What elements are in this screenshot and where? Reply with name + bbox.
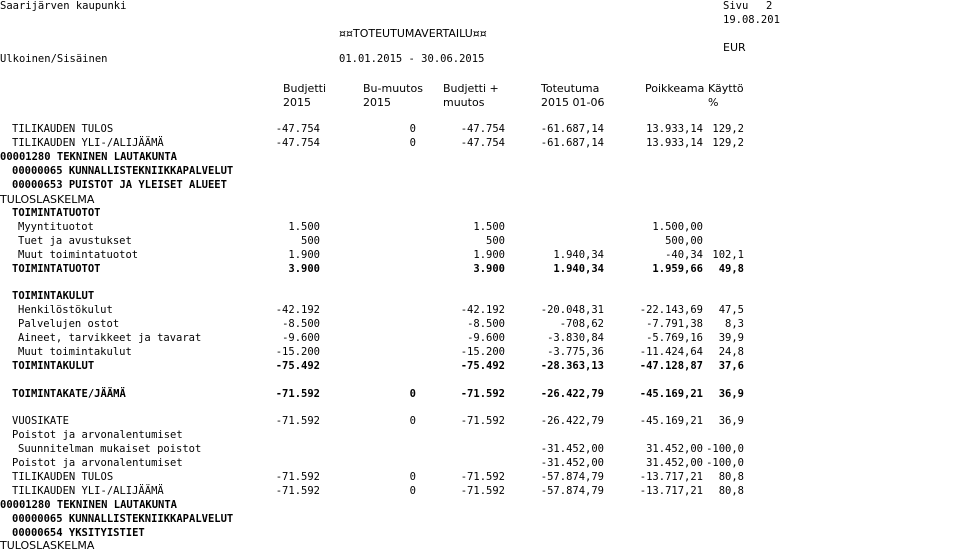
cell-budjetti: -71.592 [275,415,320,427]
cell-kaytto: 129,2 [712,137,744,149]
cell-budjetti-plus: -8.500 [467,318,505,330]
cell-poikkeama: -13.717,21 [639,485,703,497]
col-toteutuma-l2: 2015 01-06 [541,96,605,109]
row-label: TULOSLASKELMA [0,193,95,206]
cell-poikkeama: 1.959,66 [652,263,703,275]
cell-budjetti: 500 [301,235,320,247]
cell-budjetti: -71.592 [275,485,320,497]
cell-toteutuma: -57.874,79 [540,471,604,483]
cell-toteutuma: -3.830,84 [547,332,604,344]
cell-budjetti: -71.592 [275,388,320,400]
cell-poikkeama: 31.452,00 [646,457,703,469]
row-label: TILIKAUDEN YLI-/ALIJÄÄMÄ [12,485,164,497]
cell-budjetti-plus: -15.200 [460,346,505,358]
cell-bu-muutos: 0 [409,415,416,427]
row-label: Poistot ja arvonalentumiset [12,429,183,441]
cell-kaytto: 37,6 [718,360,744,372]
cell-budjetti-plus: 3.900 [473,263,505,275]
row-label: Aineet, tarvikkeet ja tavarat [18,332,202,344]
row-label: VUOSIKATE [12,415,69,427]
cell-toteutuma: -20.048,31 [540,304,604,316]
cell-poikkeama: -11.424,64 [639,346,703,358]
row-label: Henkilöstökulut [18,304,113,316]
org-name: Saarijärven kaupunki [0,0,127,12]
cell-budjetti-plus: 500 [486,235,505,247]
cell-kaytto: 24,8 [718,346,744,358]
cell-kaytto: 36,9 [718,388,744,400]
row-label: TILIKAUDEN TULOS [12,123,114,135]
cell-toteutuma: -708,62 [559,318,604,330]
row-label: TOIMINTAKULUT [12,290,95,302]
col-bu-muutos-l1: Bu-muutos [363,82,423,95]
cell-budjetti: -42.192 [275,304,320,316]
cell-kaytto: 49,8 [718,263,744,275]
cell-kaytto: 36,9 [718,415,744,427]
cell-poikkeama: 31.452,00 [646,443,703,455]
cell-toteutuma: -61.687,14 [540,137,604,149]
cell-kaytto: 39,9 [718,332,744,344]
col-kaytto-l2: % [708,96,719,109]
cell-budjetti: -47.754 [275,137,320,149]
cell-kaytto: -100,0 [706,457,744,469]
cell-budjetti-plus: -47.754 [460,123,505,135]
col-budjetti-l2: 2015 [283,96,311,109]
cell-toteutuma: -26.422,79 [540,388,604,400]
cell-poikkeama: -5.769,16 [646,332,703,344]
cell-kaytto: 8,3 [725,318,744,330]
cell-budjetti-plus: 1.900 [473,249,505,261]
row-label: Muut toimintakulut [18,346,132,358]
col-budjetti-plus-l2: muutos [443,96,485,109]
cell-poikkeama: -47.128,87 [639,360,703,372]
row-label: TOIMINTATUOTOT [12,263,101,275]
cell-poikkeama: -45.169,21 [639,388,703,400]
cell-bu-muutos: 0 [409,137,416,149]
cell-budjetti: -71.592 [275,471,320,483]
row-label: 00000065 KUNNALLISTEKNIIKKAPALVELUT [12,165,234,177]
row-label: 00000653 PUISTOT JA YLEISET ALUEET [12,179,227,191]
cell-bu-muutos: 0 [409,123,416,135]
row-label: Myyntituotot [18,221,94,233]
row-label: TILIKAUDEN YLI-/ALIJÄÄMÄ [12,137,164,149]
cell-budjetti: -15.200 [275,346,320,358]
cell-budjetti-plus: -71.592 [460,415,505,427]
cell-budjetti-plus: -71.592 [460,485,505,497]
row-label: Suunnitelman mukaiset poistot [18,443,202,455]
cell-poikkeama: 13.933,14 [646,123,703,135]
col-kaytto-l1: Käyttö [708,82,744,95]
cell-kaytto: 80,8 [718,485,744,497]
cell-kaytto: 47,5 [718,304,744,316]
cell-poikkeama: -7.791,38 [646,318,703,330]
report-title: ¤¤TOTEUTUMAVERTAILU¤¤ [339,27,487,40]
cell-poikkeama: -13.717,21 [639,471,703,483]
cell-kaytto: 80,8 [718,471,744,483]
row-label: Palvelujen ostot [18,318,120,330]
cell-bu-muutos: 0 [409,471,416,483]
cell-toteutuma: -61.687,14 [540,123,604,135]
cell-budjetti: 1.900 [288,249,320,261]
row-label: TOIMINTATUOTOT [12,207,101,219]
cell-budjetti: -8.500 [282,318,320,330]
cell-budjetti: -47.754 [275,123,320,135]
cell-budjetti-plus: -47.754 [460,137,505,149]
cell-budjetti-plus: -9.600 [467,332,505,344]
cell-poikkeama: 500,00 [665,235,703,247]
currency-label: EUR [723,41,746,54]
col-toteutuma-l1: Toteutuma [541,82,600,95]
cell-toteutuma: 1.940,34 [553,263,604,275]
cell-poikkeama: 13.933,14 [646,137,703,149]
cell-toteutuma: -57.874,79 [540,485,604,497]
cell-toteutuma: -28.363,13 [540,360,604,372]
row-label: TILIKAUDEN TULOS [12,471,114,483]
cell-toteutuma: 1.940,34 [553,249,604,261]
col-budjetti-l1: Budjetti [283,82,327,95]
cell-budjetti: 1.500 [288,221,320,233]
cell-toteutuma: -31.452,00 [540,443,604,455]
page-label: Sivu [723,0,749,12]
cell-poikkeama: -45.169,21 [639,415,703,427]
cell-toteutuma: -26.422,79 [540,415,604,427]
cell-toteutuma: -31.452,00 [540,457,604,469]
scope-label: Ulkoinen/Sisäinen [0,53,108,65]
row-label: 00000654 YKSITYISTIET [12,527,145,539]
cell-kaytto: 102,1 [712,249,744,261]
cell-poikkeama: -22.143,69 [639,304,703,316]
col-bu-muutos-l2: 2015 [363,96,391,109]
cell-budjetti-plus: -71.592 [460,471,505,483]
cell-kaytto: -100,0 [706,443,744,455]
cell-bu-muutos: 0 [409,388,416,400]
row-label: TULOSLASKELMA [0,539,95,552]
col-poikkeama-l1: Poikkeama [645,82,705,95]
period-label: 01.01.2015 - 30.06.2015 [339,53,485,65]
cell-budjetti-plus: 1.500 [473,221,505,233]
row-label: 00001280 TEKNINEN LAUTAKUNTA [0,151,178,163]
row-label: 00000065 KUNNALLISTEKNIIKKAPALVELUT [12,513,234,525]
cell-poikkeama: 1.500,00 [652,221,703,233]
cell-budjetti: -75.492 [275,360,320,372]
row-label: Tuet ja avustukset [18,235,132,247]
cell-budjetti-plus: -75.492 [460,360,505,372]
page-number: 2 [766,0,773,12]
cell-budjetti: 3.900 [288,263,320,275]
cell-budjetti-plus: -42.192 [460,304,505,316]
col-budjetti-plus-l1: Budjetti + [443,82,499,95]
cell-bu-muutos: 0 [409,485,416,497]
cell-poikkeama: -40,34 [665,249,703,261]
row-label: Muut toimintatuotot [18,249,139,261]
row-label: Poistot ja arvonalentumiset [12,457,183,469]
row-label: 00001280 TEKNINEN LAUTAKUNTA [0,499,178,511]
cell-budjetti-plus: -71.592 [460,388,505,400]
cell-kaytto: 129,2 [712,123,744,135]
cell-budjetti: -9.600 [282,332,320,344]
row-label: TOIMINTAKULUT [12,360,95,372]
row-label: TOIMINTAKATE/JÄÄMÄ [12,388,126,400]
cell-toteutuma: -3.775,36 [547,346,604,358]
report-date: 19.08.201 [723,14,780,26]
